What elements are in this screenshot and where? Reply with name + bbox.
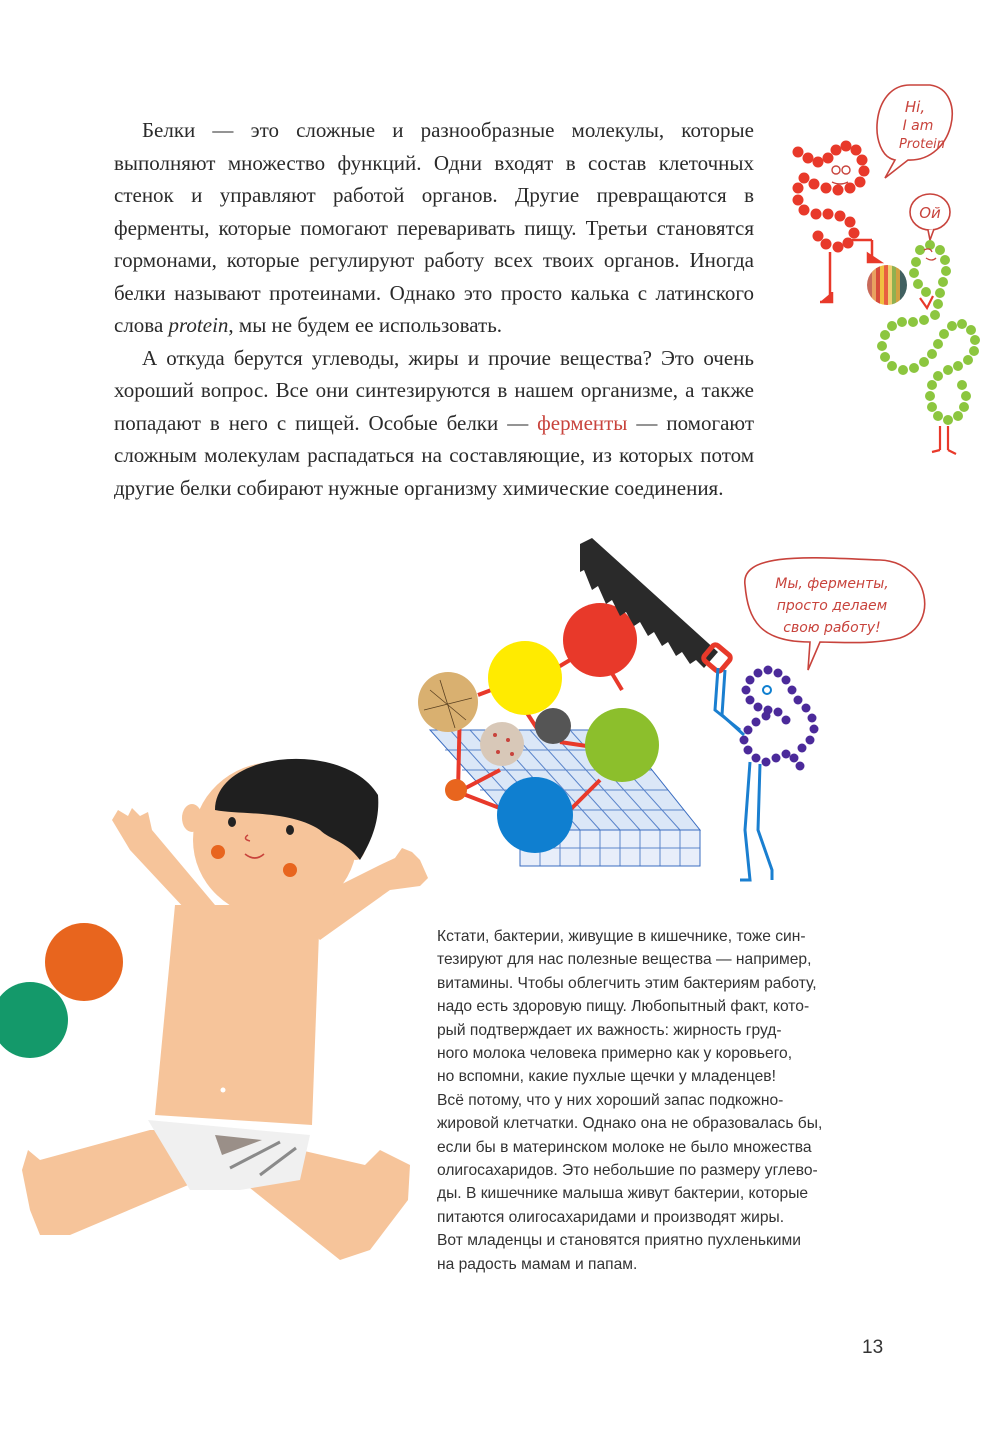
enzyme-limbs [715,668,772,880]
text-line: жировой клетчатки. Однако она не образовалась бы, [437,1115,823,1133]
svg-text:Hi,: Hi, [904,98,926,116]
svg-text:Мы, ферменты,: Мы, ферменты, [775,576,889,592]
page-number: 13 [862,1337,884,1358]
text-line: витамины. Чтобы облегчить этим бактериям работу, [437,974,817,992]
paragraph-proteins [114,114,754,342]
svg-text:просто делаем: просто делаем [776,598,888,614]
striped-ball [867,265,907,305]
main-text-block [114,114,754,504]
text-line: но вспомни, какие пухлые щечки у младенцев! [437,1068,776,1086]
paragraph-text: Белки — это сложные и разнообразные молекулы, которые выполняют множество функций. Одни входят в состав клеточных стенок и управляют работой органов. Другие превращаются в ферменты, которые помогают переваривать пищу. Третьи становятся гормонами, которые регулируют работу всех твоих органов. Иногда белки называют протеинами. Однако это просто калька с латинского слова [114,118,754,337]
svg-text:свою работу!: свою работу! [783,620,881,636]
yellow-atom [488,641,562,715]
text-line: ного молока человека примерно как у коровьего, [437,1045,793,1063]
text-line: ды. В кишечнике малыша живут бактерии, которые [437,1185,809,1203]
green-protein-face [924,249,936,260]
speech-bubble-protein [877,85,952,178]
enzyme-eye [763,686,771,694]
svg-text:I am: I am [902,118,934,134]
text-line: олигосахаридов. Это небольшие по размеру углево- [437,1162,818,1180]
italic-word: protein [168,313,229,337]
svg-text:Protein: Protein [898,137,946,152]
text-line: Кстати, бактерии, живущие в кишечнике, тоже син- [437,928,806,945]
paragraph-text: А откуда берутся углеводы, жиры и прочие вещества? Это очень хороший вопрос. Все они синтезируются в нашем организме, а также попадают в него с пищей. Особые белки — [114,345,754,435]
paragraph-text: , мы не будем ее использовать. [228,313,503,337]
text-line: если бы в материнском молоке не было множества [437,1138,812,1156]
dotted-atom [480,722,524,766]
text-line: надо есть здоровую пищу. Любопытный факт, кото- [437,998,810,1016]
red-protein-character [793,141,870,253]
text-line: Вот младенцы и становятся приятно пухленькими [437,1232,801,1250]
highlighted-term: ферменты [537,410,628,435]
belly-button [221,1088,226,1093]
text-line: тезируют для нас полезные вещества — например, [437,951,812,969]
speech-bubble-oi [910,194,950,240]
protein-characters-illustration [790,70,990,510]
dark-atom [535,708,571,744]
paragraph-enzymes [114,342,754,505]
blue-atom [497,777,573,853]
baby-illustration [0,690,440,1310]
red-atom [563,603,637,677]
orange-atom [445,779,467,801]
sidebar-text-block [437,925,907,1276]
red-protein-face [832,166,850,184]
paragraph-text: — помогают сложным молекулам распадаться на составляющие, из которых потом другие белки собирают нужные организму химические соединения. [114,410,754,500]
enzyme-molecule-illustration [400,530,960,900]
text-line: на радость мамам и папам. [437,1255,638,1273]
speech-bubble-enzyme [745,558,925,670]
orange-ball [45,923,123,1001]
purple-enzyme-character [740,666,819,771]
green-ball [0,982,68,1058]
green-atom [585,708,659,782]
svg-text:Ой: Ой [919,204,941,222]
text-line: питаются олигосахаридами и производят жиры. [437,1208,785,1226]
text-line: рый подтверждает их важность: жирность груд- [437,1021,782,1039]
text-line: Всё потому, что у них хороший запас подкожно- [437,1091,784,1109]
